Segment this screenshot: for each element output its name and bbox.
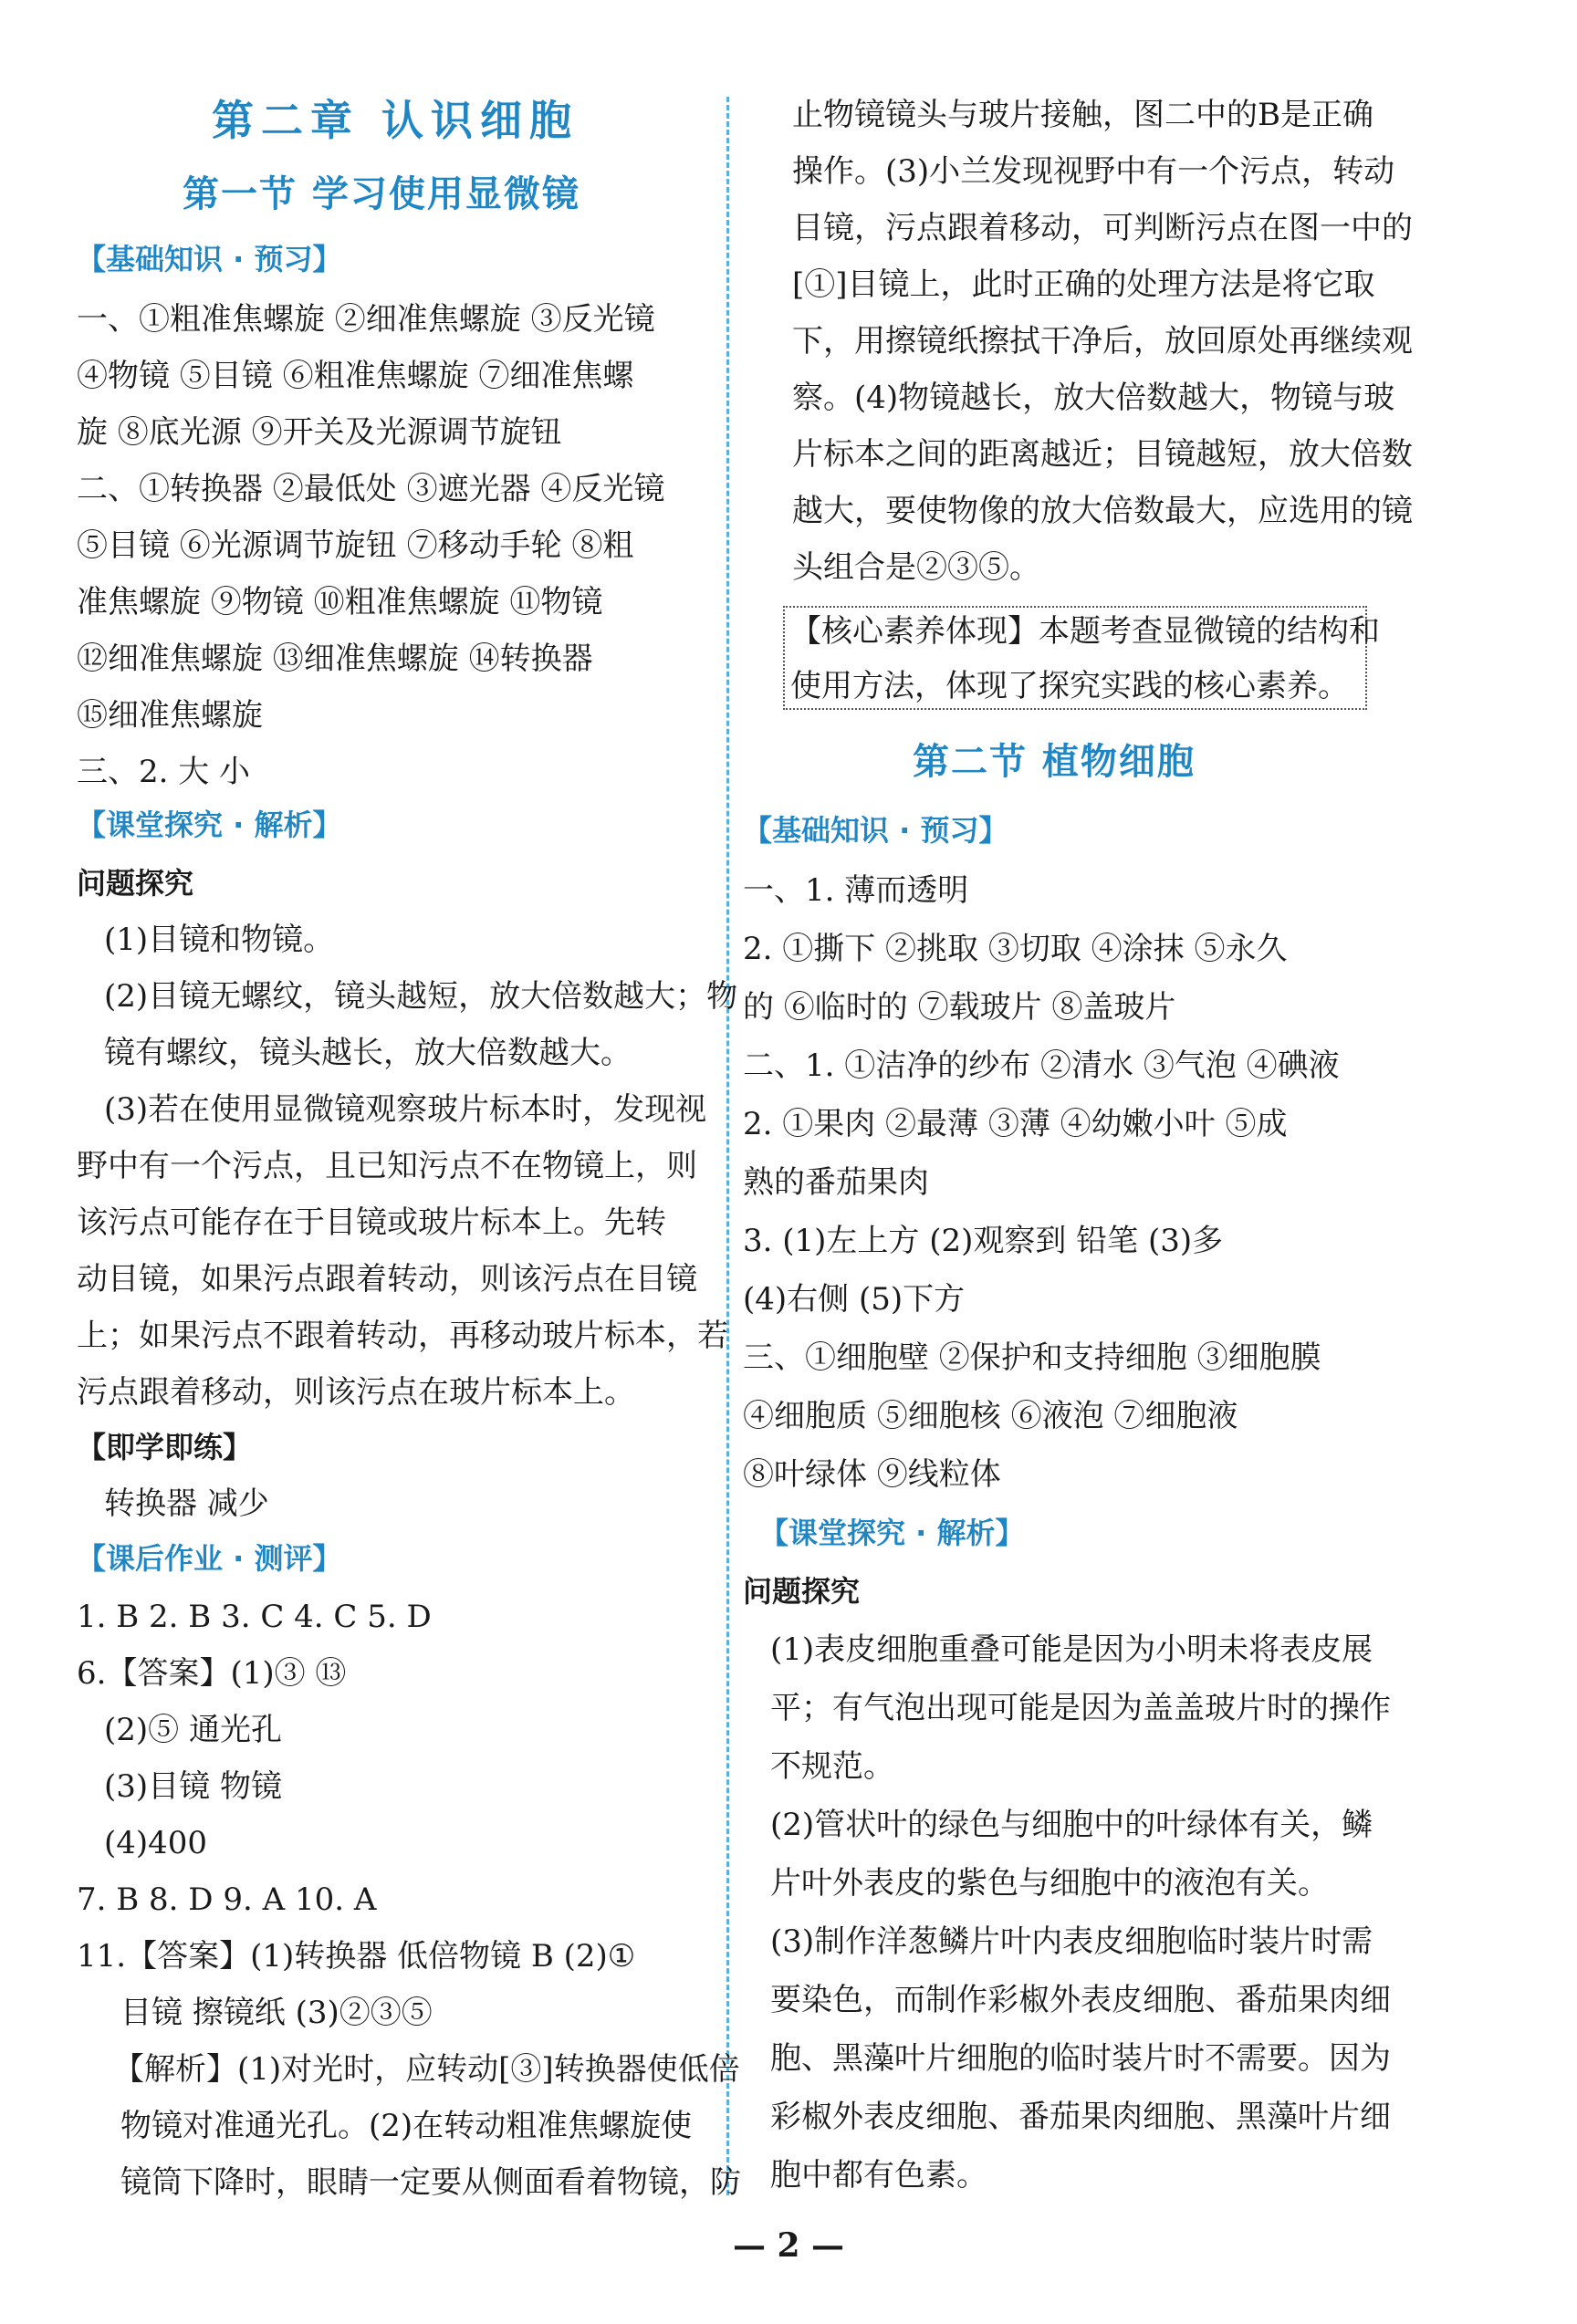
text-line: 三、2. 大 小 [77, 754, 251, 790]
text-line: (3)制作洋葱鳞片叶内表皮细胞临时装片时需 [770, 1923, 1373, 1960]
text-line: 头组合是②③⑤。 [792, 549, 1040, 586]
text-line: ⑫细准焦螺旋 ⑬细准焦螺旋 ⑭转换器 [77, 641, 593, 677]
answer-line: 6.【答案】(1)③ ⑬ [77, 1655, 347, 1692]
text-line: 熟的番茄果肉 [743, 1164, 929, 1201]
text-line: 2. ①果肉 ②最薄 ③薄 ④幼嫩小叶 ⑤成 [743, 1106, 1288, 1142]
tag-preview-2: 【基础知识 · 预习】 [743, 813, 1008, 848]
text-line: (1)目镜和物镜。 [104, 922, 335, 958]
text-line: ④细胞质 ⑤细胞核 ⑥液泡 ⑦细胞液 [743, 1398, 1238, 1434]
text-line: 准焦螺旋 ⑨物镜 ⑩粗准焦螺旋 ⑪物镜 [77, 584, 603, 620]
text-line: (3)若在使用显微镜观察玻片标本时，发现视 [104, 1091, 707, 1128]
text-line: 污点跟着移动，则该污点在玻片标本上。 [77, 1374, 635, 1411]
text-line: (1)表皮细胞重叠可能是因为小明未将表皮展 [770, 1631, 1373, 1668]
heading-practice: 【即学即练】 [77, 1430, 253, 1464]
text-line: 不规范。 [770, 1748, 894, 1785]
text-line: 要染色，而制作彩椒外表皮细胞、番茄果肉细 [770, 1982, 1391, 2018]
heading-explore-2: 问题探究 [743, 1574, 861, 1609]
text-line: 彩椒外表皮细胞、番茄果肉细胞、黑藻叶片细 [770, 2099, 1391, 2135]
text-line: 一、①粗准焦螺旋 ②细准焦螺旋 ③反光镜 [77, 301, 655, 338]
text-line: 胞、黑藻叶片细胞的临时装片时不需要。因为 [770, 2040, 1391, 2077]
answer-line: 物镜对准通光孔。(2)在转动粗准焦螺旋使 [120, 2108, 693, 2144]
section-title-1: 第一节 学习使用显微镜 [183, 172, 580, 215]
text-line: 目镜，污点跟着移动，可判断污点在图一中的 [792, 210, 1413, 246]
text-line: 旋 ⑧底光源 ⑨开关及光源调节旋钮 [77, 414, 562, 451]
answer-line: 1. B 2. B 3. C 4. C 5. D [77, 1599, 432, 1635]
core-box-line: 【核心素养体现】本题考查显微镜的结构和 [790, 613, 1380, 650]
answer-line: 11.【答案】(1)转换器 低倍物镜 B (2)① [77, 1938, 636, 1975]
heading-explore-1: 问题探究 [77, 866, 194, 901]
text-line: 野中有一个污点，且已知污点不在物镜上，则 [77, 1148, 697, 1184]
chapter-title: 第二章 认识细胞 [212, 96, 580, 145]
text-line: 三、①细胞壁 ②保护和支持细胞 ③细胞膜 [743, 1339, 1321, 1376]
text-line: 片叶外表皮的紫色与细胞中的液泡有关。 [770, 1865, 1329, 1902]
answer-line: 镜筒下降时，眼睛一定要从侧面看着物镜，防 [120, 2164, 741, 2201]
text-line: 二、①转换器 ②最低处 ③遮光器 ④反光镜 [77, 471, 665, 507]
tag-explore-2: 【课堂探究 · 解析】 [759, 1516, 1025, 1550]
practice-answer: 转换器 减少 [104, 1485, 269, 1522]
text-line: [①]目镜上，此时正确的处理方法是将它取 [792, 266, 1375, 303]
answer-line: (3)目镜 物镜 [104, 1768, 282, 1805]
text-line: 止物镜镜头与玻片接触，图二中的B是正确 [792, 97, 1373, 133]
text-line: (4)右侧 (5)下方 [743, 1281, 966, 1318]
answer-line: 目镜 擦镜纸 (3)②③⑤ [120, 1995, 433, 2031]
text-line: ⑮细准焦螺旋 [77, 697, 263, 734]
text-line: ⑧叶绿体 ⑨线粒体 [743, 1456, 1001, 1493]
text-line: 操作。(3)小兰发现视野中有一个污点，转动 [792, 153, 1395, 190]
text-line: 镜有螺纹，镜头越长，放大倍数越大。 [104, 1035, 632, 1071]
text-line: ⑤目镜 ⑥光源调节旋钮 ⑦移动手轮 ⑧粗 [77, 527, 634, 564]
text-line: 下，用擦镜纸擦拭干净后，放回原处再继续观 [792, 323, 1413, 360]
tag-homework: 【课后作业 · 测评】 [77, 1541, 342, 1576]
text-line: (2)管状叶的绿色与细胞中的叶绿体有关，鳞 [770, 1807, 1373, 1843]
text-line: 一、1. 薄而透明 [743, 872, 969, 909]
column-divider [726, 97, 729, 2195]
answer-line: (4)400 [104, 1825, 208, 1861]
text-line: 上；如果污点不跟着转动，再移动玻片标本，若 [77, 1318, 728, 1354]
tag-preview-1: 【基础知识 · 预习】 [77, 242, 342, 276]
text-line: 片标本之间的距离越近；目镜越短，放大倍数 [792, 436, 1413, 473]
answer-line: 7. B 8. D 9. A 10. A [77, 1881, 377, 1918]
text-line: ④物镜 ⑤目镜 ⑥粗准焦螺旋 ⑦细准焦螺 [77, 358, 634, 394]
answer-line: 【解析】(1)对光时，应转动[③]转换器使低倍 [113, 2051, 740, 2088]
text-line: 察。(4)物镜越长，放大倍数越大，物镜与玻 [792, 380, 1395, 416]
tag-explore-1: 【课堂探究 · 解析】 [77, 808, 342, 842]
text-line: 平；有气泡出现可能是因为盖盖玻片时的操作 [770, 1690, 1391, 1726]
page-number: — 2 — [732, 2226, 845, 2265]
text-line: 3. (1)左上方 (2)观察到 铅笔 (3)多 [743, 1223, 1224, 1259]
section-title-2: 第二节 植物细胞 [913, 740, 1196, 783]
text-line: 的 ⑥临时的 ⑦载玻片 ⑧盖玻片 [743, 989, 1176, 1026]
text-line: 越大，要使物像的放大倍数最大，应选用的镜 [792, 493, 1413, 529]
text-line: 二、1. ①洁净的纱布 ②清水 ③气泡 ④碘液 [743, 1047, 1340, 1084]
text-line: 该污点可能存在于目镜或玻片标本上。先转 [77, 1204, 666, 1241]
answer-line: (2)⑤ 通光孔 [104, 1712, 282, 1748]
text-line: 2. ①撕下 ②挑取 ③切取 ④涂抹 ⑤永久 [743, 931, 1288, 967]
text-line: 胞中都有色素。 [770, 2157, 987, 2194]
core-box-line: 使用方法，体现了探究实践的核心素养。 [790, 668, 1349, 704]
text-line: 动目镜，如果污点跟着转动，则该污点在目镜 [77, 1261, 697, 1297]
text-line: (2)目镜无螺纹，镜头越短，放大倍数越大；物 [104, 978, 738, 1015]
